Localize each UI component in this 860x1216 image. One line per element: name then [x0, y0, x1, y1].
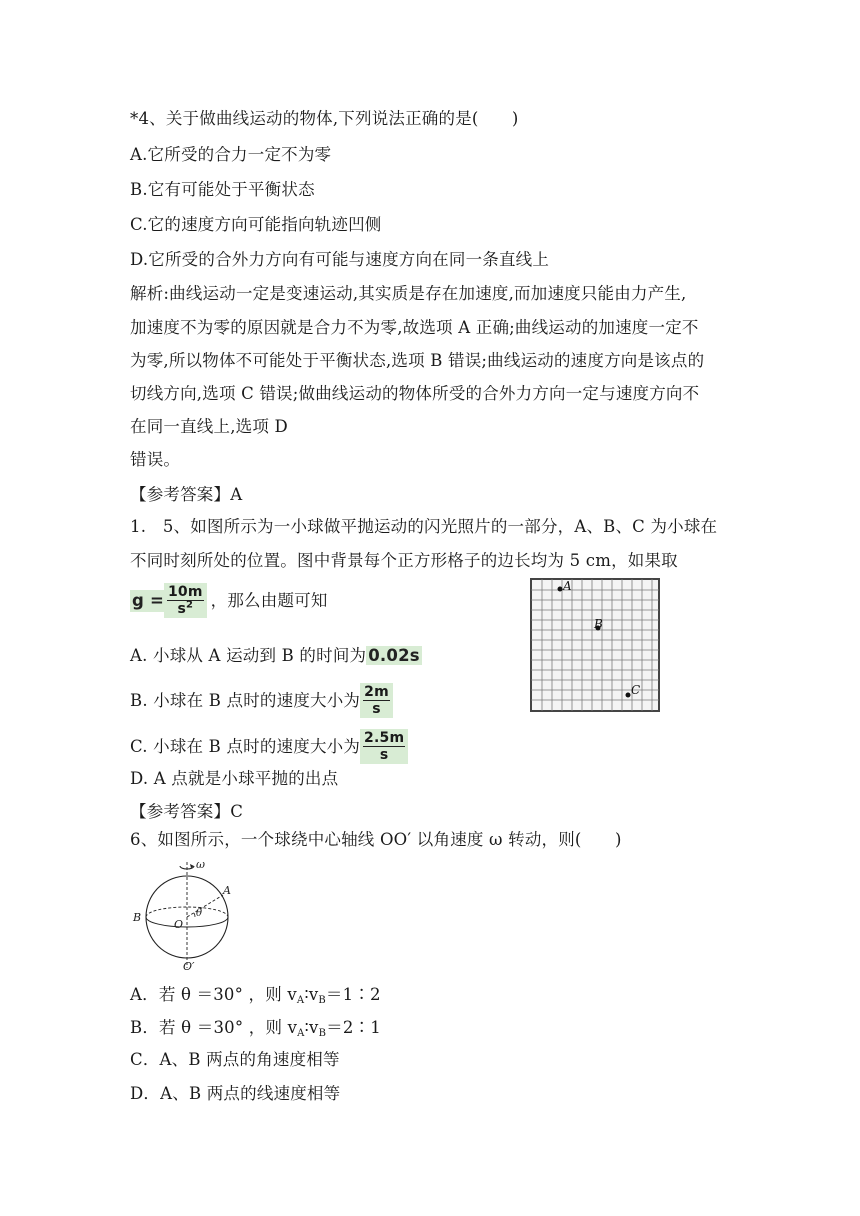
label-o-prime: O′: [183, 960, 195, 972]
g-denominator: $s^2$: [177, 599, 194, 617]
q5-stem-line3: [130, 583, 328, 618]
q4-analysis-line: 解析:曲线运动一定是变速运动,其实质是存在加速度,而加速度只能由力产生,: [130, 284, 687, 303]
g-numerator: 10m: [167, 584, 203, 600]
g-formula-lhs: g =: [132, 590, 164, 610]
q6-option-d: D．A、B 两点的线速度相等: [130, 1084, 341, 1103]
q4-analysis-line: 为零,所以物体不可能处于平衡状态,选项 B 错误;曲线运动的速度方向是该点的: [130, 351, 705, 370]
ball-position-c: [626, 693, 631, 698]
q5-option-a: A. 小球从 A 运动到 B 的时间为 0.02s: [130, 646, 420, 665]
q4-analysis-line: 加速度不为零的原因就是合力不为零,故选项 A 正确;曲线运动的加速度一定不: [130, 318, 699, 337]
ball-position-a: [558, 587, 563, 592]
q6-option-b: B．若 θ ＝30° ，则 $v_A∶v_B=2∶1$: [130, 1018, 381, 1039]
q5-option-c: C. 小球在 B 点时的速度大小为 $\frac{2.5m}{s}$: [130, 729, 408, 764]
q4-analysis-line: 在同一直线上,选项 D: [130, 417, 288, 436]
q5-stem-line2: 不同时刻所处的位置。图中背景每个正方形格子的边长均为 5 cm，如果取: [130, 551, 678, 570]
label-theta: θ: [196, 908, 203, 919]
label-o: O: [174, 918, 184, 931]
q4-analysis-line: 错误。: [130, 450, 181, 469]
q6-option-c: C．A、B 两点的角速度相等: [130, 1050, 340, 1069]
label-c: C: [631, 683, 641, 697]
q5-option-d: D. A 点就是小球平抛的出点: [130, 769, 339, 788]
q5-answer: 【参考答案】C: [130, 802, 244, 821]
q5-option-b: B. 小球在 B 点时的速度大小为 $\frac{2m}{s}$: [130, 683, 393, 718]
q5-option-c-fraction: $\frac{2.5m}{s}$: [360, 729, 408, 764]
q5-stem-line3-tail: ，那么由题可知: [210, 590, 328, 610]
q4-option-a: A.它所受的合力一定不为零: [130, 145, 332, 164]
q4-answer: 【参考答案】A: [130, 485, 243, 504]
label-b: B: [594, 617, 603, 631]
label-b: B: [133, 911, 142, 924]
q5-stem-line1: 1. 5、如图所示为一小球做平抛运动的闪光照片的一部分，A、B、C 为小球在: [130, 517, 718, 536]
q6-stem: 6、如图所示，一个球绕中心轴线 OO′ 以角速度 ω 转动，则( ): [130, 830, 622, 849]
q5-grid-figure: [530, 578, 660, 712]
q4-option-c: C.它的速度方向可能指向轨迹凹侧: [130, 215, 382, 234]
label-a: A: [223, 884, 231, 897]
q5-option-b-fraction: $\frac{2m}{s}$: [360, 683, 393, 718]
q6-option-a: A．若 θ ＝30° ，则 $v_A∶v_B=1∶2$: [130, 985, 381, 1006]
omega-label: ω: [196, 858, 205, 871]
q5-option-a-value: 0.02s: [368, 646, 420, 665]
q4-option-d: D.它所受的合外力方向有可能与速度方向在同一条直线上: [130, 250, 550, 269]
g-fraction: [164, 583, 207, 618]
label-a: A: [563, 579, 572, 593]
q6-sphere-figure: [128, 858, 238, 972]
q4-option-b: B.它有可能处于平衡状态: [130, 180, 315, 199]
radius-to-a: [187, 895, 223, 917]
q4-stem: *4、关于做曲线运动的物体,下列说法正确的是( ): [130, 109, 519, 128]
q4-analysis-line: 切线方向,选项 C 错误;做曲线运动的物体所受的合外力方向一定与速度方向不: [130, 384, 700, 403]
